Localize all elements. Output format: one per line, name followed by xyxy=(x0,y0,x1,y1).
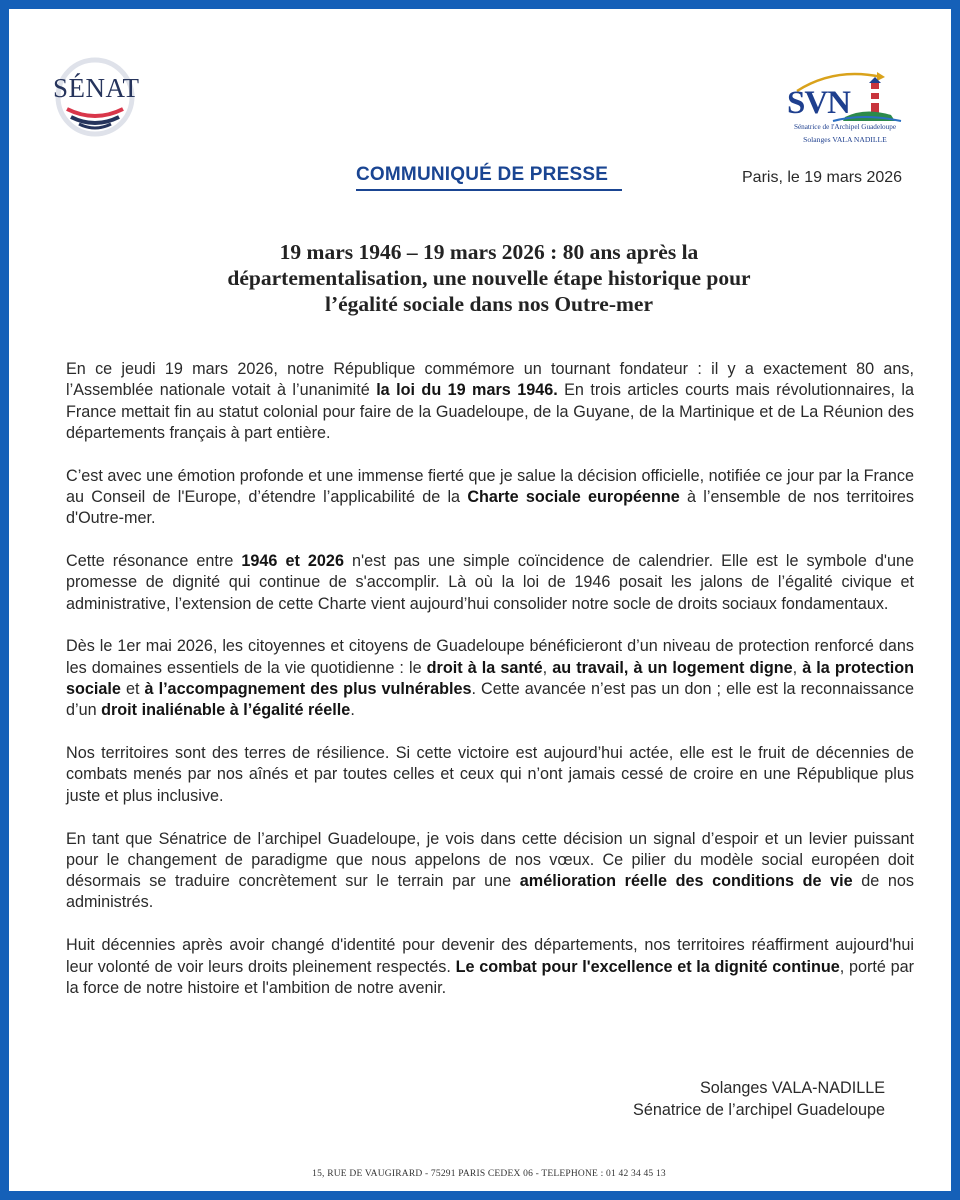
paragraph-3 xyxy=(66,551,914,615)
headline-line: 19 mars 1946 – 19 mars 2026 : 80 ans après la xyxy=(279,240,699,264)
svn-logo xyxy=(785,69,905,149)
bold-span: la loi du 19 mars 1946. xyxy=(376,381,558,400)
footer-address: 15, RUE DE VAUGIRARD - 75291 PARIS CEDEX 06 - TELEPHONE : 01 42 34 45 13 xyxy=(312,1169,666,1179)
paragraph-5: Nos territoires sont des terres de résilience. Si cette victoire est aujourd’hui actée, elle est le fruit de décennies de combats menés par nos aînés et par toutes celles et ceux qui n’ont jamais cessé de croire en une République plus juste et plus inclusive. xyxy=(66,744,914,805)
text-span: . Cette avancée n’est pas un don ; elle est la reconnaissance d’un xyxy=(66,680,914,720)
paragraph-4 xyxy=(66,636,914,721)
text-span: , porté par la force de notre histoire et l'ambition de notre avenir. xyxy=(66,957,915,997)
bold-span: Le combat pour l'excellence et la dignité continue xyxy=(455,957,840,976)
text-span: En trois articles courts mais révolutionnaires, la France mettait fin au statut colonial pour faire de la Guadeloupe, de la Guyane, de la Martinique et de La Réunion des départements français à part entière. xyxy=(66,381,914,442)
text-span: de nos administrés. xyxy=(66,872,915,912)
headline-line: l’égalité sociale dans nos Outre-mer xyxy=(324,292,654,316)
title-underline xyxy=(356,189,622,191)
text-span: Dès le 1er mai 2026, les citoyennes et citoyens de Guadeloupe bénéficieront d’un niveau de protection renforcé dans les domaines essentiels de la vie quotidienne : le xyxy=(66,637,914,677)
svn-logo-letters: SVN xyxy=(787,85,851,121)
senat-logo-text: SÉNAT xyxy=(53,73,140,103)
bold-span: Charte sociale européenne xyxy=(467,487,680,506)
bold-span: à la protection sociale xyxy=(66,658,914,699)
date-line: Paris, le 19 mars 2026 xyxy=(742,169,903,186)
bold-span: amélioration réelle des conditions de vie xyxy=(519,872,853,891)
text-span: et xyxy=(120,680,145,699)
bold-span: à l’accompagnement des plus vulnérables xyxy=(144,680,472,699)
text-span: Cette résonance entre xyxy=(66,552,242,571)
text-span: . xyxy=(350,701,355,720)
text-span: , xyxy=(792,658,803,677)
bold-span: au travail, à un logement digne xyxy=(552,658,793,677)
senat-logo xyxy=(49,53,141,139)
press-release-title: COMMUNIQUÉ DE PRESSE xyxy=(356,164,609,185)
signature-name: Solanges VALA-NADILLE xyxy=(699,1079,885,1097)
headline-line: départementalisation, une nouvelle étape historique pour xyxy=(227,266,751,290)
bold-span: 1946 et 2026 xyxy=(241,552,344,571)
paragraph-2 xyxy=(66,466,914,530)
text-span: C’est avec une émotion profonde et une immense fierté que je salue la décision officielle, notifiée ce jour par la France au Conseil de l'Europe, d’étendre l’applicabilité de la xyxy=(66,466,914,506)
svn-logo-subtitle: Sénatrice de l'Archipel Guadeloupe xyxy=(793,123,897,131)
text-span: Huit décennies après avoir changé d'identité pour devenir des départements, nos territoires réaffirment aujourd'hui leur volonté de voir leurs droits pleinement respectés. xyxy=(66,936,914,976)
text-span: En tant que Sénatrice de l’archipel Guadeloupe, je vois dans cette décision un signal d’espoir et un levier puissant pour le changement de paradigme que nous appelons de nos vœux. Ce pilier du modèle social européen doit désormais se traduire concrètement sur le terrain par une xyxy=(66,829,914,891)
paragraph-6 xyxy=(66,829,914,914)
bold-span: droit inaliénable à l’égalité réelle xyxy=(101,701,351,720)
text-span: , xyxy=(542,658,553,677)
paragraph-7 xyxy=(66,935,914,999)
text-span: n'est pas une simple coïncidence de calendrier. Elle est le symbole d'une promesse de dignité qui continue de s'accomplir. Là où la loi de 1946 posait les jalons de l’égalité civique et administrative, l’extension de cette Charte vient aujourd’hui consolider notre socle de droits sociaux fondamentaux. xyxy=(66,552,914,613)
headline xyxy=(129,239,849,317)
bold-span: droit à la santé xyxy=(426,658,543,677)
signature-title: Sénatrice de l’archipel Guadeloupe xyxy=(633,1101,885,1119)
svn-logo-name: Solanges VALA NADILLE xyxy=(803,135,887,144)
text-span: à l’ensemble de nos territoires d'Outre-mer. xyxy=(66,487,914,528)
body-text xyxy=(66,359,914,1021)
text-span: En ce jeudi 19 mars 2026, notre République commémore un tournant fondateur : il y a exactement 80 ans, l’Assemblée nationale votait à l’unanimité xyxy=(66,360,914,400)
signature-block xyxy=(633,1077,885,1121)
paragraph-1 xyxy=(66,359,914,444)
